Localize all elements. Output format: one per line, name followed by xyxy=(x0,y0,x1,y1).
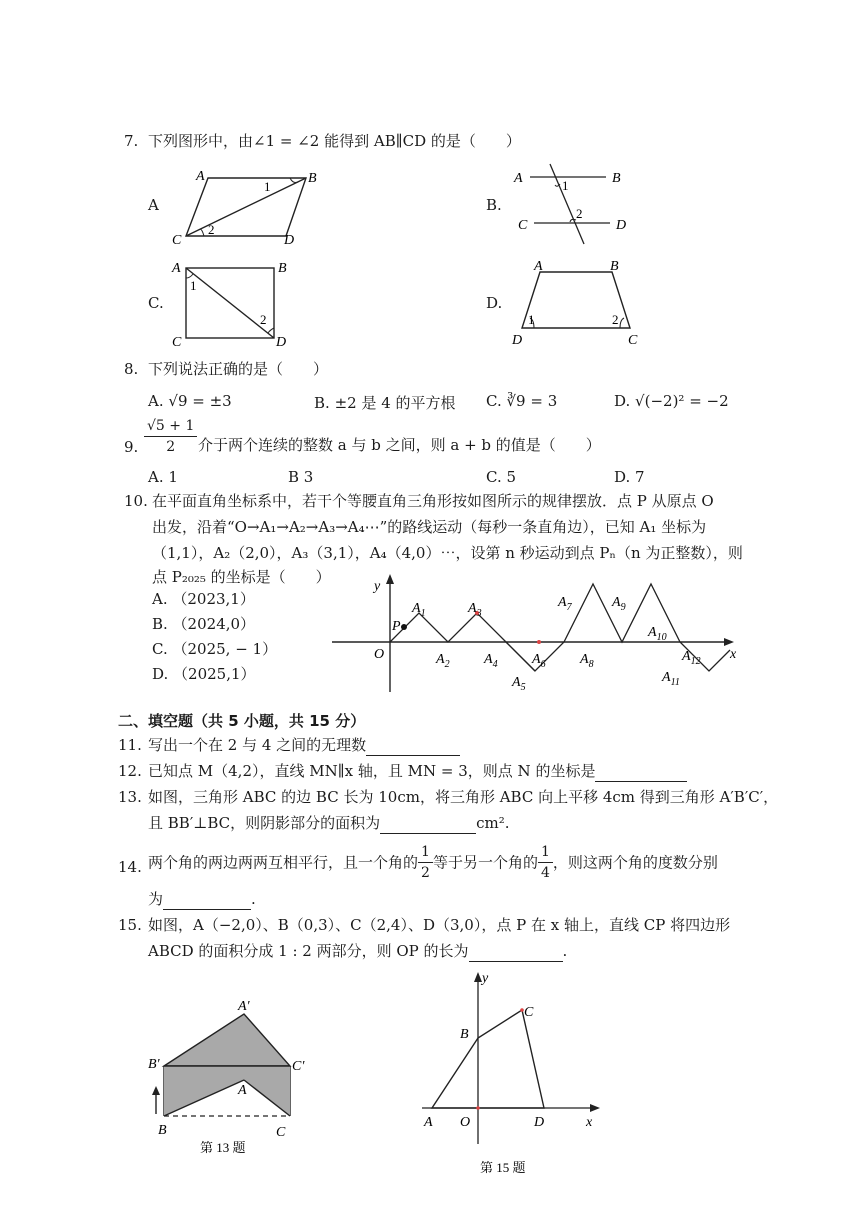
q15-end: . xyxy=(562,942,568,960)
fig-a-angle-1: 1 xyxy=(264,179,271,194)
fig-a-label-b: B xyxy=(308,171,317,186)
fig-d-label-a: A xyxy=(534,259,543,274)
q7-figure-d xyxy=(508,256,658,350)
fig-b-label-a: A xyxy=(514,171,523,186)
q7-text: 下列图形中，由∠1 = ∠2 能得到 AB∥CD 的是（ ） xyxy=(148,132,521,150)
fig-b-label-d: D xyxy=(616,218,627,233)
q10-axis-y: y xyxy=(374,579,381,594)
q10-option-c: C. （2025, − 1） xyxy=(152,640,278,658)
q10-label-a12: $A_{12}$ xyxy=(682,649,701,667)
q14-text-c: ，则这两个角的度数分别 xyxy=(552,853,718,872)
fig-a-label-d: D xyxy=(284,233,295,248)
q12-text-content: 已知点 M（4,2），直线 MN∥x 轴，且 MN = 3，则点 N 的坐标是 xyxy=(148,762,596,780)
fig-a-label-a: A xyxy=(196,169,205,184)
fig13-label-c-prime: C′ xyxy=(292,1059,305,1074)
fig15-label-o: O xyxy=(460,1115,471,1130)
fig-d-angle-2: 2 xyxy=(612,312,619,327)
q15-number: 15. xyxy=(118,916,142,934)
q10-label-a5: $A_5$ xyxy=(512,675,526,693)
q10-label-a4: $A_4$ xyxy=(484,652,498,670)
q7-option-b: B. xyxy=(486,196,502,214)
q9-option-b: B 3 xyxy=(288,468,314,486)
q8-option-d-text: √(−2)² = −2 xyxy=(635,392,729,410)
fig13-label-b: B xyxy=(158,1123,167,1138)
q8-option-b-label: B. xyxy=(314,394,330,412)
q8-option-b-text: ±2 是 4 的平方根 xyxy=(334,394,456,412)
fig15-label-b: B xyxy=(460,1027,469,1042)
fig13-label-b-prime: B′ xyxy=(148,1057,160,1072)
q8-option-d xyxy=(614,392,729,410)
fig13-label-c: C xyxy=(276,1125,286,1140)
fig15-label-d: D xyxy=(534,1115,545,1130)
q13-translation-figure xyxy=(140,996,320,1154)
fig-a-label-c: C xyxy=(172,233,182,248)
q8-option-a-text: √9 = ±3 xyxy=(168,392,232,410)
fig15-label-c: C xyxy=(524,1005,534,1020)
q8-option-b xyxy=(314,392,456,413)
q12-answer-blank[interactable] xyxy=(595,765,687,782)
q10-number: 10. xyxy=(124,492,148,510)
q10-label-a2: $A_2$ xyxy=(436,652,450,670)
q15-line2-text: ABCD 的面积分成 1 : 2 两部分，则 OP 的长为 xyxy=(148,942,469,960)
fig-a-angle-2: 2 xyxy=(208,222,215,237)
q14-frac1-den: 2 xyxy=(421,865,430,881)
fig-d-label-d: D xyxy=(512,333,523,348)
fig15-label-a: A xyxy=(424,1115,433,1130)
fig-d-label-b: B xyxy=(610,259,619,274)
q10-label-a11: $A_{11}$ xyxy=(662,670,680,688)
q13-answer-blank[interactable] xyxy=(380,817,476,834)
q9-fraction xyxy=(144,416,197,457)
q14-text-b: 等于另一个角的 xyxy=(432,853,538,872)
q8-number: 8. xyxy=(124,360,139,378)
q14-frac2-den: 4 xyxy=(540,865,550,881)
fig15-axis-x: x xyxy=(586,1115,593,1130)
q9-option-c: C. 5 xyxy=(486,468,517,486)
q10-label-a8: $A_8$ xyxy=(580,652,594,670)
q10-label-a9: $A_9$ xyxy=(612,595,626,613)
q9-option-d: D. 7 xyxy=(614,468,645,486)
q8-option-c-text: ∛9 = 3 xyxy=(506,392,558,410)
q9-frac-numerator: √5 + 1 xyxy=(144,416,197,437)
q9-text: 介于两个连续的整数 a 与 b 之间，则 a + b 的值是（ ） xyxy=(198,436,601,454)
q10-label-a6: $A_6$ xyxy=(532,652,546,670)
q7-figure-c xyxy=(168,258,308,350)
q15-line1: 如图，A（−2,0）、B（0,3）、C（2,4）、D（3,0），点 P 在 x 轴上，直线 CP 将四边形 xyxy=(148,916,731,934)
q13-line2 xyxy=(148,812,510,834)
q11-text-content: 写出一个在 2 与 4 之间的无理数 xyxy=(148,736,367,754)
section-2-title: 二、填空题（共 5 小题，共 15 分） xyxy=(118,712,366,730)
q7-figure-b xyxy=(510,160,640,248)
q7-number: 7. xyxy=(124,132,139,150)
q11-text xyxy=(148,734,460,756)
fig-c-label-d: D xyxy=(276,335,287,350)
q8-option-d-label: D. xyxy=(614,392,631,410)
fig-c-label-a: A xyxy=(172,261,181,276)
q10-option-b: B. （2024,0） xyxy=(152,615,256,633)
fig13-label-a-prime: A′ xyxy=(238,999,250,1014)
fig-d-label-c: C xyxy=(628,333,638,348)
q10-line4: 点 P₂₀₂₅ 的坐标是（ ） xyxy=(152,568,331,586)
fig-c-label-b: B xyxy=(278,261,287,276)
q10-option-d: D. （2025,1） xyxy=(152,665,256,683)
fig-d-angle-1: 1 xyxy=(528,312,535,327)
q13-unit: cm². xyxy=(476,814,510,832)
q7-option-d: D. xyxy=(486,294,503,312)
q10-line3: （1,1），A₂（2,0），A₃（3,1），A₄（4,0）⋯，设第 n 秒运动到点 Pₙ（n 为正整数），则 xyxy=(152,544,743,562)
fig-c-angle-2: 2 xyxy=(260,312,267,327)
fig-c-angle-1: 1 xyxy=(190,278,197,293)
fig-b-label-c: C xyxy=(518,218,528,233)
q10-origin: O xyxy=(374,647,385,662)
q10-label-a1: $A_1$ xyxy=(412,601,426,619)
fig15-axis-y: y xyxy=(482,971,489,986)
q8-text: 下列说法正确的是（ ） xyxy=(148,360,329,378)
fig-b-angle-2: 2 xyxy=(576,206,583,221)
q9-frac-denominator: 2 xyxy=(166,439,176,455)
q10-zigzag-figure xyxy=(330,566,750,696)
q7-option-c: C. xyxy=(148,294,164,312)
q14-frac2-num: 1 xyxy=(538,842,553,863)
q10-line2: 出发，沿着“O→A₁→A₂→A₃→A₄⋯”的路线运动（每秒一条直角边），已知 A₁ 坐标为 xyxy=(152,518,707,536)
q7-figure-a xyxy=(168,166,328,248)
q9-number: 9. xyxy=(124,438,139,456)
q10-label-a3: $A_3$ xyxy=(468,601,482,619)
q8-option-c xyxy=(486,392,557,410)
q8-option-a-label: A. xyxy=(148,392,164,410)
fig13-caption: 第 13 题 xyxy=(200,1140,246,1154)
q14-answer-blank[interactable] xyxy=(163,893,251,910)
fig15-caption: 第 15 题 xyxy=(480,1160,526,1175)
q12-number: 12. xyxy=(118,762,142,780)
q15-answer-blank[interactable] xyxy=(469,945,563,962)
q10-label-a7: $A_7$ xyxy=(558,595,572,613)
q10-option-a: A. （2023,1） xyxy=(152,590,255,608)
q14-line2-text: 为 xyxy=(148,890,164,908)
q13-line2-text: 且 BB′⊥BC，则阴影部分的面积为 xyxy=(148,814,381,832)
q14-number: 14. xyxy=(118,858,142,876)
q8-option-a xyxy=(148,392,232,410)
q10-line1: 在平面直角坐标系中，若干个等腰直角三角形按如图所示的规律摆放．点 P 从原点 O xyxy=(152,492,714,510)
fig-b-angle-1: 1 xyxy=(562,178,569,193)
q14-text-a: 两个角的两边两两互相平行，且一个角的 xyxy=(148,853,419,872)
q14-frac1-num: 1 xyxy=(418,842,433,863)
q8-option-c-label: C. xyxy=(486,392,502,410)
fig-c-label-c: C xyxy=(172,335,182,350)
q9-option-a: A. 1 xyxy=(148,468,178,486)
q11-number: 11. xyxy=(118,736,142,754)
fig13-label-a: A xyxy=(238,1083,247,1098)
q10-point-p: P xyxy=(392,619,401,634)
q10-axis-x: x xyxy=(730,647,737,662)
q11-answer-blank[interactable] xyxy=(366,739,460,756)
q14-line2 xyxy=(148,888,256,910)
q14-end: . xyxy=(251,890,256,908)
q14-line1 xyxy=(148,842,718,883)
q12-text xyxy=(148,760,687,782)
q13-line1: 如图，三角形 ABC 的边 BC 长为 10cm，将三角形 ABC 向上平移 4cm 得到三角形 A′B′C′， xyxy=(148,788,779,806)
q13-number: 13. xyxy=(118,788,142,806)
q7-option-a: A xyxy=(148,196,159,214)
q15-quadrilateral-figure xyxy=(414,964,614,1178)
fig-b-label-b: B xyxy=(612,171,621,186)
q10-label-a10: $A_{10}$ xyxy=(648,625,667,643)
q15-line2 xyxy=(148,940,567,962)
